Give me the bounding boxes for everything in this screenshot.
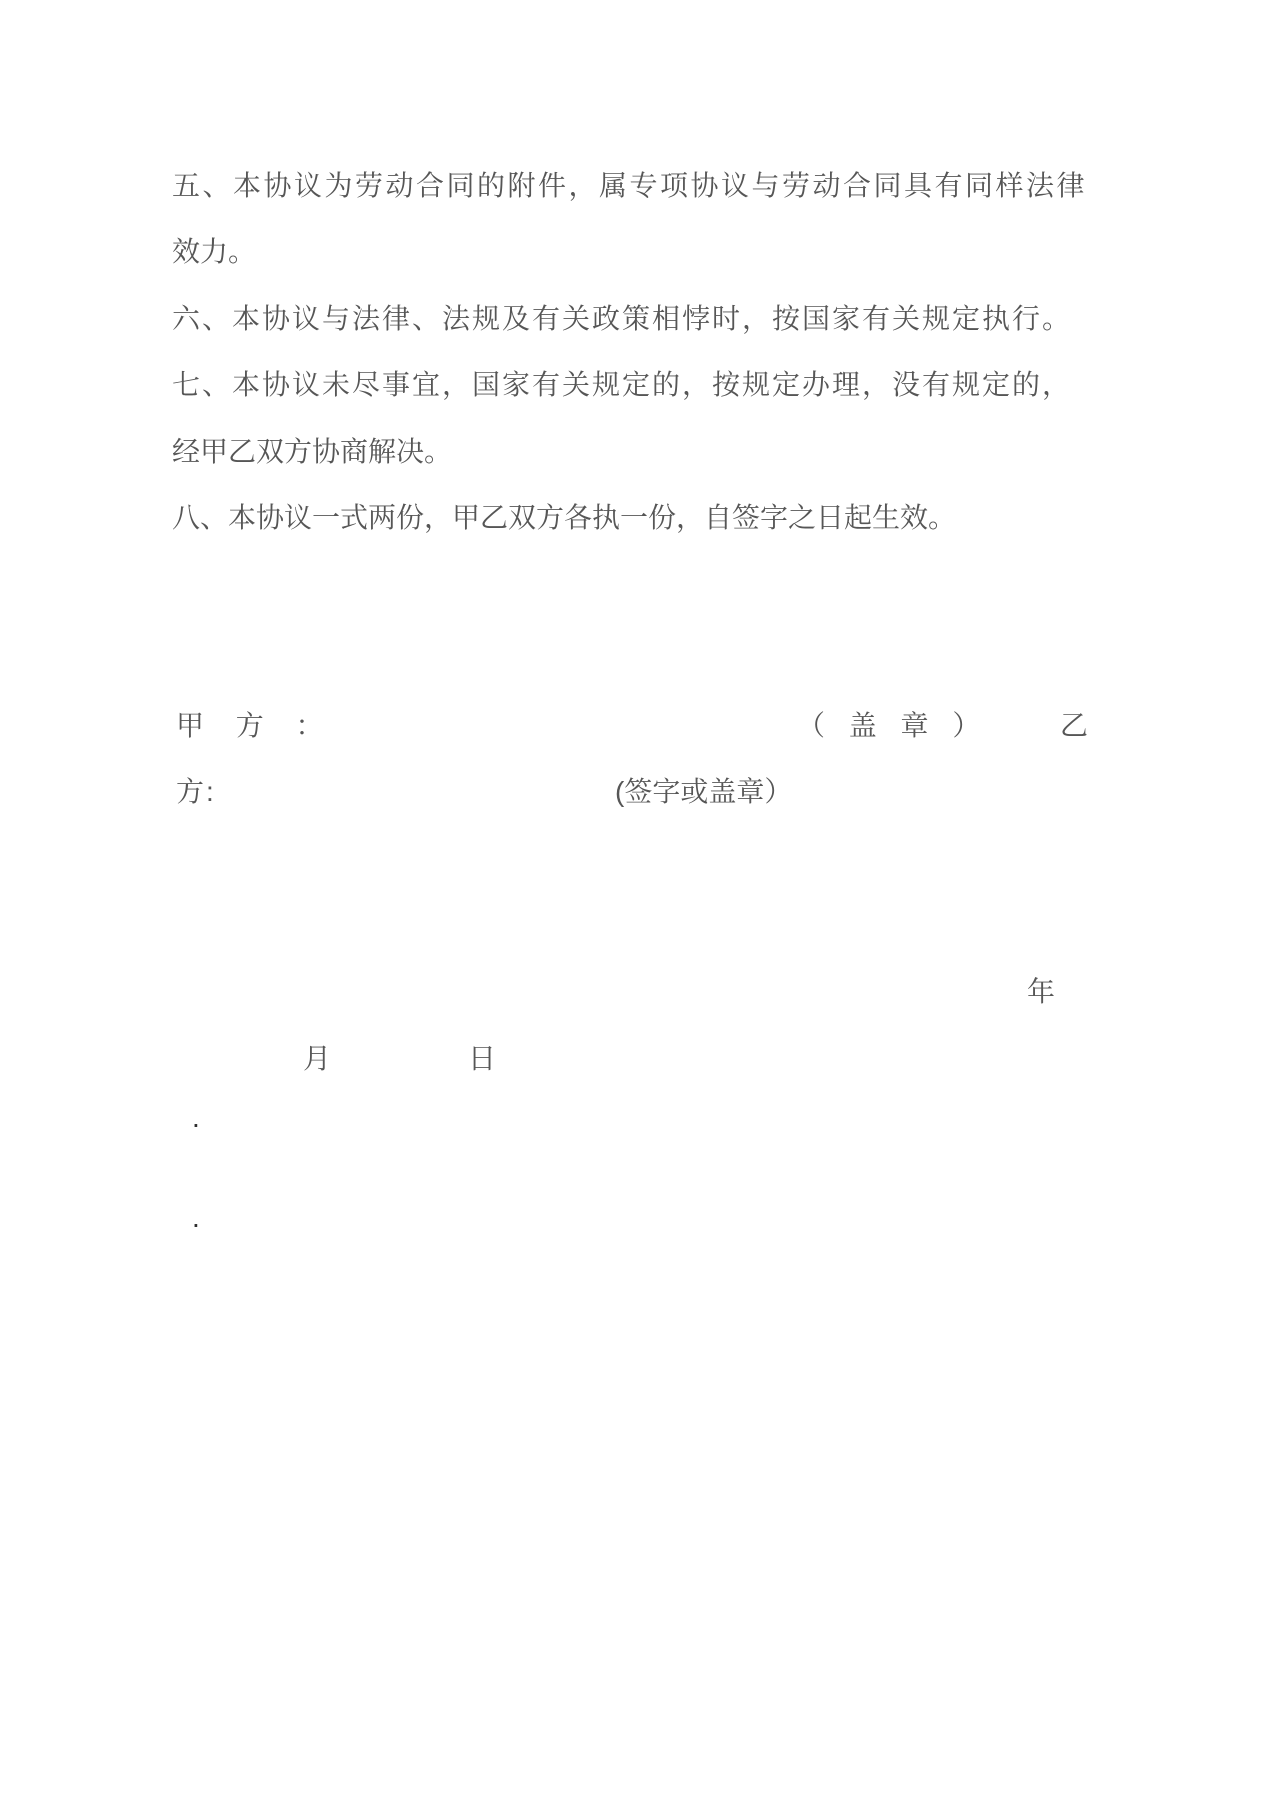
clause-8-line: 八、本协议一式两份，甲乙双方各执一份，自签字之日起生效。: [172, 502, 957, 533]
sign-or-seal-note: (签字或盖章）: [615, 776, 793, 807]
clause-5-line-1: 五、本协议为劳动合同的附件，属专项协议与劳动合同具有同样法律: [172, 170, 1088, 201]
clause-7-line-1: 七、本协议未尽事宜，国家有关规定的，按规定办理，没有规定的，: [172, 369, 1073, 400]
party-a-label: 甲 方 ：: [176, 710, 336, 741]
party-b-label-start: 乙: [1060, 710, 1089, 741]
party-b-label-cont: 方:: [176, 776, 216, 807]
clause-5-line-2: 效力。: [172, 236, 257, 267]
year-label: 年: [1027, 976, 1056, 1007]
stray-period-2: .: [192, 1202, 200, 1233]
stray-period-1: .: [192, 1102, 200, 1133]
month-label: 月: [303, 1043, 332, 1074]
day-label: 日: [468, 1043, 497, 1074]
clause-7-line-2: 经甲乙双方协商解决。: [172, 436, 453, 467]
seal-note: （ 盖 章 ）: [797, 710, 989, 741]
clause-6-line: 六、本协议与法律、法规及有关政策相悖时，按国家有关规定执行。: [172, 303, 1073, 334]
